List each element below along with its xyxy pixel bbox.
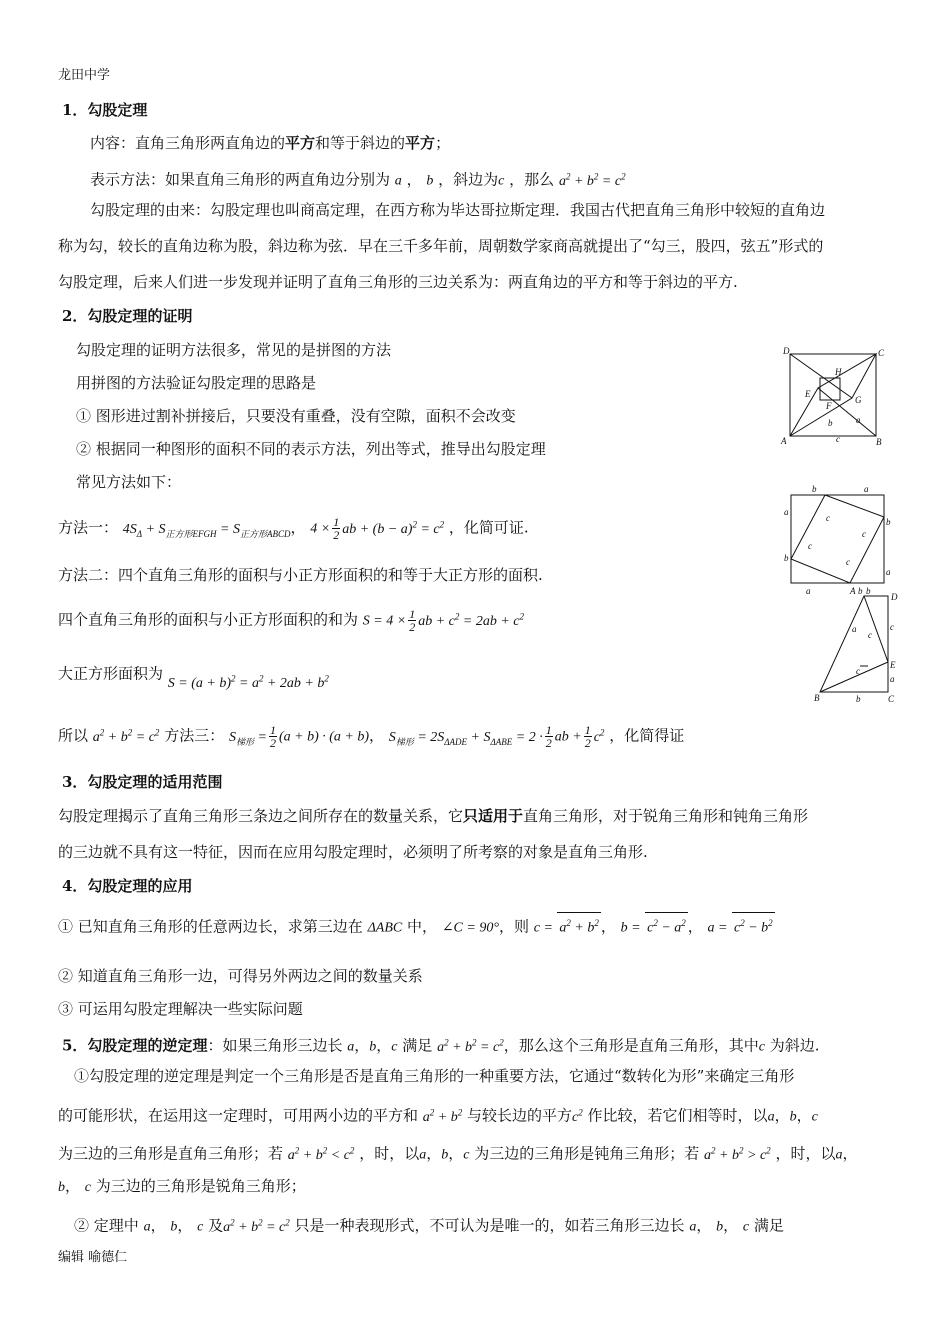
svg-text:a: a xyxy=(886,567,891,577)
svg-text:E: E xyxy=(890,660,896,670)
svg-text:c: c xyxy=(836,434,840,444)
s2-line-3: ① 图形进过割补拼接后，只要没有重叠，没有空隙，面积不会改变 xyxy=(76,407,516,425)
method-2: 方法二：四个直角三角形的面积与小正方形面积的和等于大正方形的面积. xyxy=(58,566,543,584)
svg-text:a: a xyxy=(806,586,811,596)
s5-para-1-line-4: b， c 为三边的三角形是锐角三角形； xyxy=(58,1177,306,1195)
svg-text:a: a xyxy=(890,674,895,684)
s2-line-2: 用拼图的方法验证勾股定理的思路是 xyxy=(76,374,317,392)
s2-line-1: 勾股定理的证明方法很多，常见的是拼图的方法 xyxy=(76,341,392,359)
s5-para-1-line-2: 的可能形状，在运用这一定理时，可用两小边的平方和 $a^2 + b^2$ 与较长边的平方$c^2$ 作比较，若它们相等时，以a，b，c xyxy=(58,1106,818,1125)
s1-origin-1: 勾股定理的由来：勾股定理也叫商高定理，在西方称为毕达哥拉斯定理．我国古代把直角三角形中较短的直角边 xyxy=(90,201,826,219)
svg-text:A: A xyxy=(850,586,856,596)
svg-text:C: C xyxy=(888,694,895,704)
s3-line-1: 勾股定理揭示了直角三角形三条边之间所存在的数量关系，它只适用于直角三角形，对于锐角三角形和钝角三角形 xyxy=(58,807,809,825)
svg-text:b: b xyxy=(784,553,789,563)
page-header: 龙田中学 xyxy=(58,68,111,83)
method-2-big: 大正方形面积为 $S = (a + b)^2 = a^2 + 2ab + b^2$ xyxy=(58,664,329,691)
svg-text:a: a xyxy=(852,624,857,634)
svg-text:b: b xyxy=(858,586,863,596)
figure-1-square-proof xyxy=(778,346,896,448)
svg-text:F: F xyxy=(826,401,832,411)
svg-text:C: C xyxy=(878,348,885,358)
s5-line-1: 5．勾股定理的逆定理：如果三角形三边长 a，b，c 满足 $a^2 + b^2 = c^2$，那么这个三角形是直角三角形，其中c 为斜边. xyxy=(62,1036,820,1055)
s5-para-1-line-1: ①勾股定理的逆定理是判定一个三角形是否是直角三角形的一种重要方法，它通过“数转化为形”来确定三角形 xyxy=(74,1067,795,1085)
svg-text:c: c xyxy=(808,541,812,551)
s2-line-5: 常见方法如下： xyxy=(76,473,182,491)
svg-text:G: G xyxy=(855,395,862,405)
svg-text:B: B xyxy=(814,693,820,703)
method-2-sum: 四个直角三角形的面积与小正方形面积的和为 S = 4 × $\frac{1}{2}$ ab + $c^2 = 2ab + c^2$ xyxy=(58,607,524,635)
s3-line-2: 的三边就不具有这一特征，因而在应用勾股定理时，必须明了所考察的对象是直角三角形. xyxy=(58,843,648,861)
section-2-title: 2．勾股定理的证明 xyxy=(62,307,193,325)
section-4-title: 4．勾股定理的应用 xyxy=(62,877,193,895)
svg-text:c: c xyxy=(862,529,866,539)
svg-text:c: c xyxy=(856,666,860,676)
method-1: 方法一： $4S_\Delta + S_{正方形EFGH} = S_{正方形ABCD}$， 4 × $\frac{1}{2}$ ab + $(b - a)^2 = c^2$ ，化简可证. xyxy=(58,515,529,543)
svg-text:H: H xyxy=(835,367,842,377)
svg-text:a: a xyxy=(784,507,789,517)
page-footer: 编辑 喻德仁 xyxy=(58,1250,128,1265)
figure-2-square-proof xyxy=(780,485,898,597)
svg-text:A: A xyxy=(781,436,787,446)
svg-text:b: b xyxy=(856,694,861,704)
svg-text:a: a xyxy=(864,485,869,494)
s1-origin-2: 称为勾，较长的直角边称为股，斜边称为弦．早在三千多年前，周朝数学家商高就提出了“勾三，股四，弦五”形式的 xyxy=(58,237,824,255)
svg-text:a: a xyxy=(856,415,861,425)
s5-para-1-line-3: 为三边的三角形是直角三角形；若 $a^2 + b^2 < c^2$ ，时，以a，b，c 为三边的三角形是钝角三角形；若 $a^2 + b^2 > c^2$ ，时，以a， xyxy=(58,1144,858,1163)
figure-3-trapezoid-proof xyxy=(812,586,902,704)
s4-line-3: ③ 可运用勾股定理解决一些实际问题 xyxy=(58,1000,303,1018)
svg-text:E: E xyxy=(805,389,811,399)
s2-line-4: ② 根据同一种图形的面积不同的表示方法，列出等式，推导出勾股定理 xyxy=(76,440,546,458)
svg-text:D: D xyxy=(783,346,790,356)
s1-origin-3: 勾股定理，后来人们进一步发现并证明了直角三角形的三边关系为：两直角边的平方和等于斜边的平方. xyxy=(58,273,738,291)
svg-text:b: b xyxy=(866,586,871,596)
s4-line-1: ① 已知直角三角形的任意两边长，求第三边在 ΔABC 中， ∠C = 90°，则 $c = a^2 + b^2$ ， $b = c^2 - a^2$ ， $a = c^2 - b^2$ xyxy=(58,912,775,939)
svg-text:c: c xyxy=(826,513,830,523)
method-3: 所以 $a^2 + b^2 = c^2$ 方法三： $S_{梯形}$ = $\frac{1}{2}$ (a + b) · (a + b)， $S_{梯形} = 2S_{\Delta ADE} + S_{\Delta ABE} = 2$ · $\frac{1}{2}$ ab + $\frac{1}{2}$ $c^2$ ，化简得证 xyxy=(58,723,685,751)
s1-representation: 表示方法：如果直角三角形的两直角边分别为 a ， b ，斜边为c ，那么 $a^2 + b^2 = c^2$ xyxy=(90,170,626,189)
svg-text:B: B xyxy=(876,437,882,447)
section-3-title: 3．勾股定理的适用范围 xyxy=(62,773,223,791)
svg-text:b: b xyxy=(828,418,833,428)
svg-text:c: c xyxy=(890,622,894,632)
svg-text:b: b xyxy=(812,485,817,494)
s4-line-2: ② 知道直角三角形一边，可得另外两边之间的数量关系 xyxy=(58,967,423,985)
svg-text:c: c xyxy=(846,557,850,567)
svg-text:b: b xyxy=(886,517,891,527)
svg-text:D: D xyxy=(891,592,898,602)
svg-text:c: c xyxy=(868,630,872,640)
section-1-title: 1．勾股定理 xyxy=(62,101,148,119)
s5-para-2: ② 定理中 a， b， c 及$a^2 + b^2 = c^2$ 只是一种表现形式，不可认为是唯一的，如若三角形三边长 a， b， c 满足 xyxy=(74,1216,784,1235)
s1-content: 内容：直角三角形两直角边的平方和等于斜边的平方； xyxy=(90,134,451,152)
